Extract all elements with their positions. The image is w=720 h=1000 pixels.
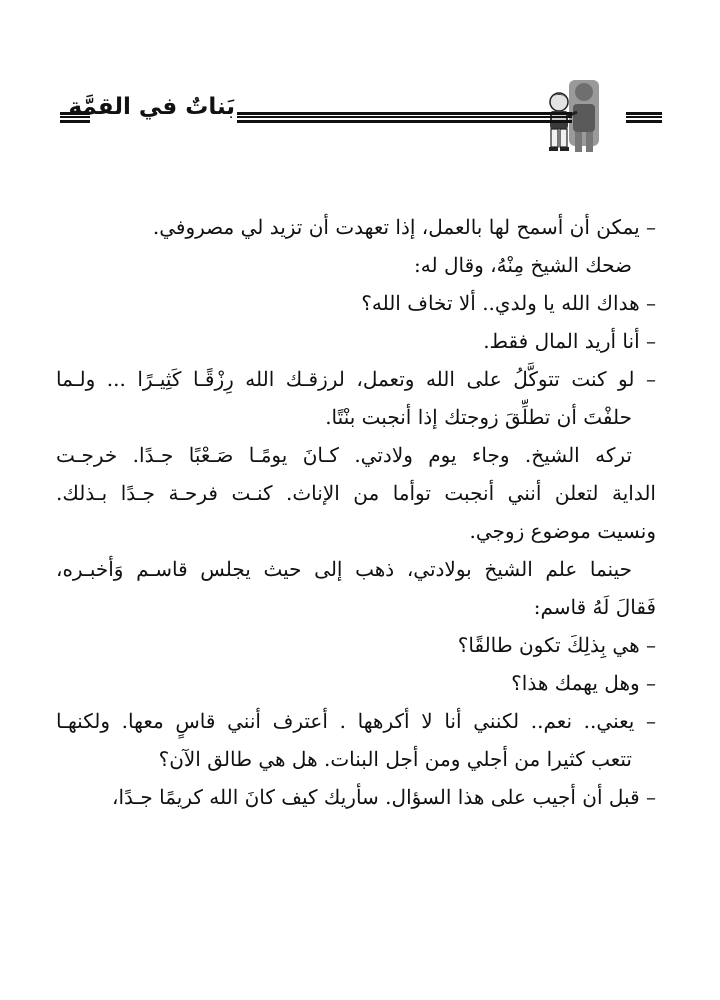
- header-rule-left: [60, 112, 90, 123]
- book-title: بَناتٌ في القمَّة: [68, 94, 235, 120]
- text-line: ضحك الشيخ مِنْهُ، وقال له:: [414, 253, 632, 277]
- text-line: – أنا أريد المال فقط.: [483, 329, 656, 353]
- text-line: الداية لتعلن أنني أنجبت توأما من الإناث. كنـت فرحـة جـدًا بـذلك.: [56, 481, 656, 505]
- text-line: – يعني.. نعم.. لكنني أنا لا أكرهها . أعترف أنني قاسٍ معها. ولكنهـا: [56, 709, 656, 733]
- text-line: حينما علم الشيخ بولادتي، ذهب إلى حيث يجلس قاسـم وَأخبـره،: [56, 557, 632, 581]
- text-line: فَقالَ لَهُ قاسم:: [533, 595, 656, 619]
- text-line: – هداك الله يا ولدي.. ألا تخاف الله؟: [361, 291, 656, 315]
- text-line: ونسيت موضوع زوجي.: [469, 519, 656, 543]
- text-line: – لو كنت تتوكَّلُ على الله وتعمل، لرزقـك الله رِزْقًـا كَثِيـرًا ... ولـما: [56, 367, 656, 391]
- page-body-text: [56, 208, 656, 816]
- text-line: – هي بِذلِكَ تكون طالقًا؟: [457, 633, 656, 657]
- header-rule-right: [626, 112, 662, 123]
- text-line: – قبل أن أجيب على هذا السؤال. سأريك كيف كانَ الله كريمًا جـدًا،: [112, 785, 656, 809]
- text-line: تركه الشيخ. وجاء يوم ولادتي. كـانَ يومًـا صَـعْبًا جـدًا. خرجـت: [56, 443, 632, 467]
- running-header: [60, 78, 662, 158]
- text-line: تتعب كثيرا من أجلي ومن أجل البنات. هل هي طالق الآن؟: [158, 747, 632, 771]
- header-rule-middle: [237, 112, 572, 123]
- text-line: حلفْتَ أن تطلِّقَ زوجتك إذا أنجبت بنْتًا.: [325, 405, 632, 429]
- text-line: – وهل يهمك هذا؟: [511, 671, 656, 695]
- text-line: – يمكن أن أسمح لها بالعمل، إذا تعهدت أن تزيد لي مصروفي.: [152, 215, 656, 239]
